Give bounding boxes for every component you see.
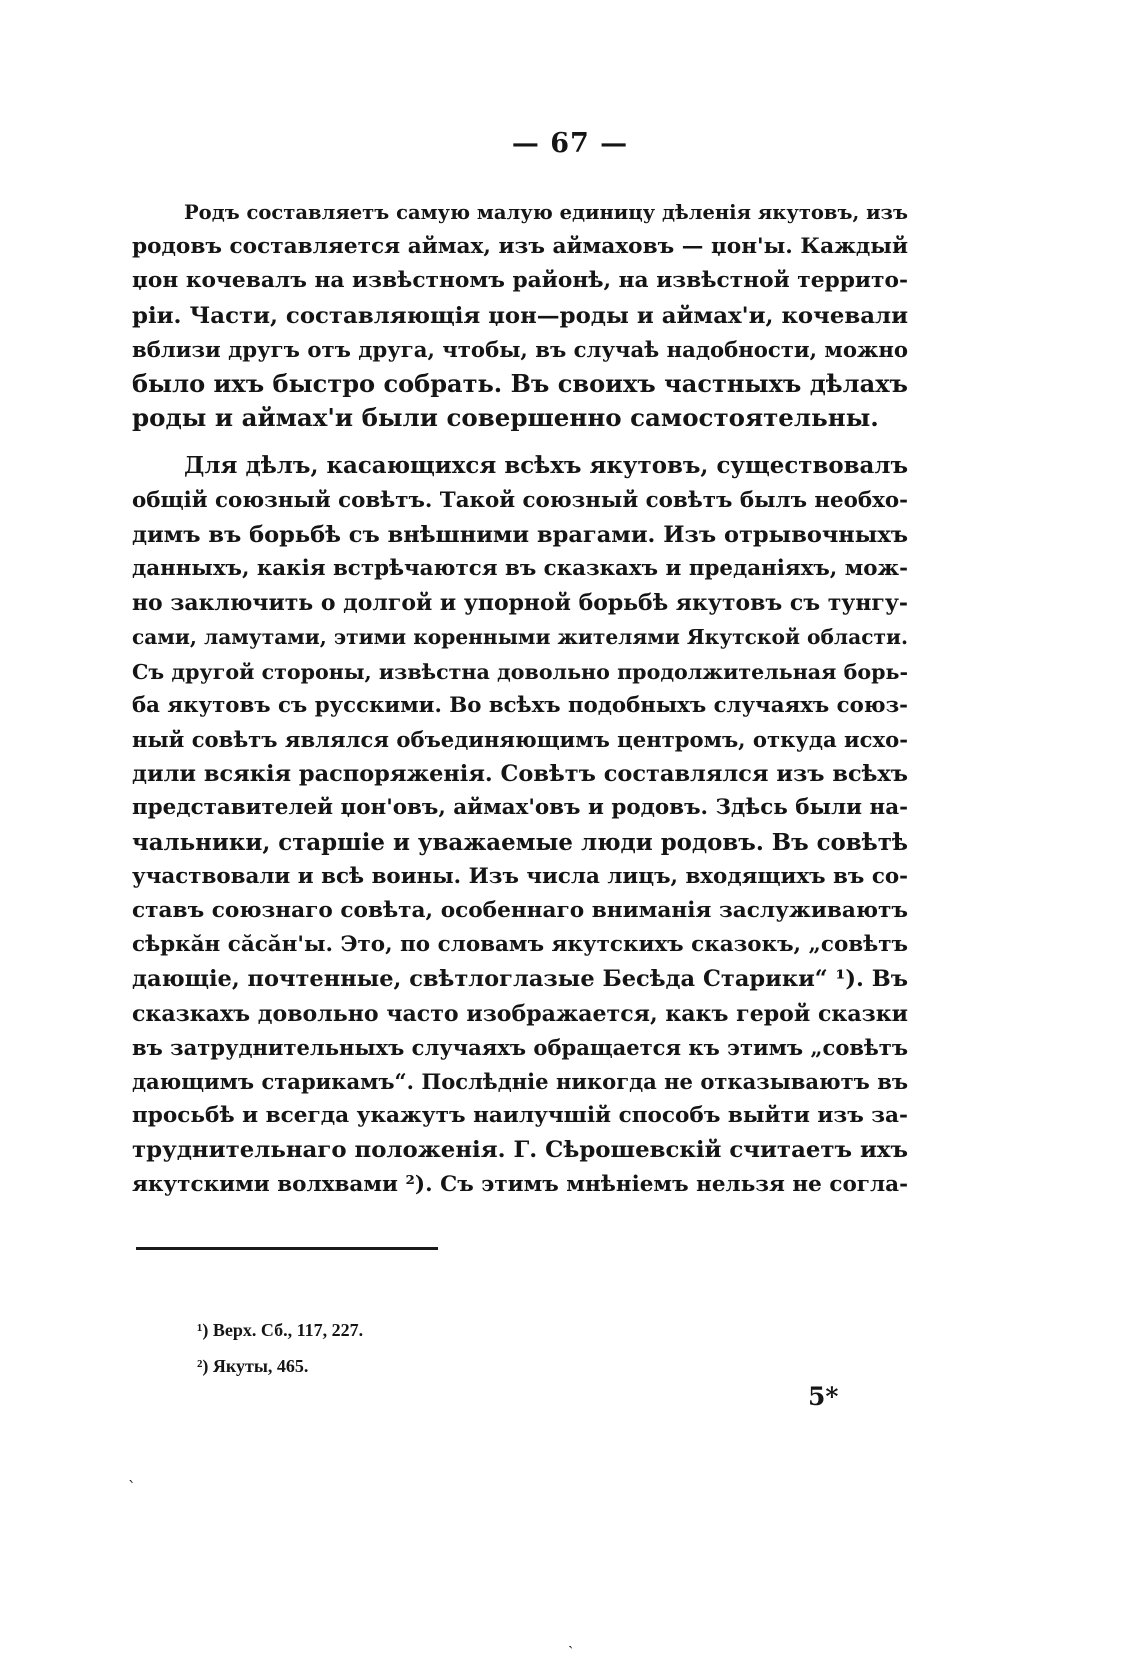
footnote-1: ¹) Верх. Сб., 117, 227. <box>197 1320 364 1340</box>
footnote-2: ²) Якуты, 465. <box>197 1356 309 1376</box>
text-line: ный совѣтъ являлся объединяющимъ центромъ, откуда исхо- <box>132 727 908 753</box>
scan-speck: ˋ <box>128 1478 136 1497</box>
scan-speck: ˏ <box>568 1630 574 1649</box>
text-line: вблизи другъ отъ друга, чтобы, въ случаѣ надобности, можно <box>132 336 908 362</box>
footnote-divider <box>136 1247 438 1250</box>
text-line: въ затруднительныхъ случаяхъ обращается къ этимъ „совѣтъ <box>132 1034 908 1060</box>
text-line: чальники, старшіе и уважаемые люди родовъ. Въ совѣтѣ <box>132 829 908 856</box>
text-line: димъ въ борьбѣ съ внѣшними врагами. Изъ отрывочныхъ <box>132 521 908 548</box>
text-line: данныхъ, какія встрѣчаются въ сказкахъ и преданіяхъ, мож- <box>132 556 908 582</box>
paragraph-2 <box>132 449 908 1201</box>
text-line: дающимъ старикамъ“. Послѣдніе никогда не отказываютъ въ <box>132 1069 908 1095</box>
text-line: просьбѣ и всегда укажутъ наилучшій способъ выйти изъ за- <box>132 1103 908 1129</box>
paragraph-1 <box>132 196 908 435</box>
text-line: труднительнаго положенія. Г. Сѣрошевскій считаетъ ихъ <box>132 1137 909 1164</box>
text-line: џон кочевалъ на извѣстномъ районѣ, на извѣстной террито- <box>132 268 908 294</box>
text-line: сѣркăн сăсăн'ы. Это, по словамъ якутскихъ сказокъ, „совѣтъ <box>132 932 908 958</box>
page-number: — 67 — <box>511 128 629 159</box>
signature-mark: 5* <box>808 1382 839 1411</box>
text-line: родовъ составляется аймах, изъ аймаховъ — џон'ы. Каждый <box>132 234 908 260</box>
text-line: было ихъ быстро собрать. Въ своихъ частныхъ дѣлахъ <box>132 369 908 399</box>
text-line: представителей џон'овъ, аймах'овъ и родовъ. Здѣсь были на- <box>132 795 908 821</box>
text-line: сказкахъ довольно часто изображается, какъ герой сказки <box>132 1000 908 1027</box>
footnotes <box>197 1312 363 1384</box>
text-line: ба якутовъ съ русскими. Во всѣхъ подобныхъ случаяхъ союз- <box>132 692 908 718</box>
text-line: роды и аймах'и были совершенно самостоятельны. <box>132 403 879 433</box>
text-line: якутскими волхвами ²). Съ этимъ мнѣніемъ нельзя не согла- <box>132 1171 908 1197</box>
text-line: дили всякія распоряженія. Совѣтъ составлялся изъ всѣхъ <box>132 761 908 788</box>
text-line: ріи. Части, составляющія џон—роды и аймах'и, кочевали <box>132 302 908 329</box>
text-line: дающіе, почтенные, свѣтлоглазые Бесѣда Старики“ ¹). Въ <box>132 966 908 993</box>
body-text <box>132 196 908 1202</box>
text-line: но заключить о долгой и упорной борьбѣ якутовъ съ тунгу- <box>132 590 908 617</box>
text-line: общій союзный совѣтъ. Такой союзный совѣтъ былъ необхо- <box>132 487 908 513</box>
text-line: Родъ составляетъ самую малую единицу дѣленія якутовъ, изъ <box>184 201 908 224</box>
text-line: сами, ламутами, этими коренными жителями Якутской области. <box>132 625 908 650</box>
text-line: Съ другой стороны, извѣстна довольно продолжительная борь- <box>132 659 908 684</box>
text-line: ставъ союзнаго совѣта, особеннаго вниманія заслуживаютъ <box>132 898 908 924</box>
text-line: участвовали и всѣ воины. Изъ числа лицъ, входящихъ въ со- <box>132 863 908 889</box>
text-line: Для дѣлъ, касающихся всѣхъ якутовъ, существовалъ <box>184 453 908 480</box>
